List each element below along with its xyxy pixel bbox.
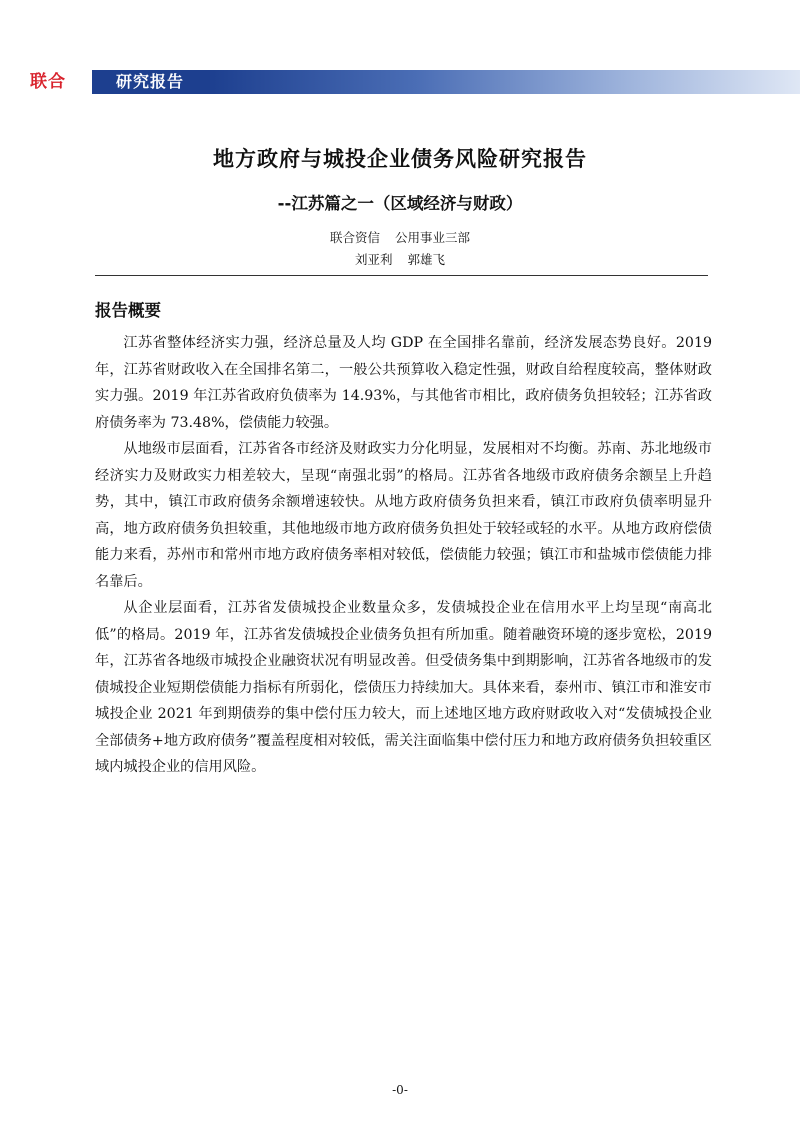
summary-body — [95, 330, 712, 781]
report-header-bar — [30, 70, 800, 94]
brand-label-research-report: 研究报告 — [92, 70, 208, 94]
report-subtitle: --江苏篇之一（区域经济与财政） — [277, 194, 523, 213]
header-gradient-band — [208, 70, 800, 94]
report-organization: 联合资信 公用事业三部 — [329, 230, 471, 245]
summary-heading: 报告概要 — [95, 301, 161, 320]
summary-paragraph: 江苏省整体经济实力强，经济总量及人均 GDP 在全国排名靠前，经济发展态势良好。2019 年，江苏省财政收入在全国排名第二，一般公共预算收入稳定性强，财政自给程度较高，整体财政实力强。2019 年江苏省政府负债率为 14.93%，与其他省市相比，政府债务负担较轻；江苏省政府债务率为 73.48%，偿债能力较强。 — [95, 335, 712, 431]
report-authors: 刘亚利 郭雄飞 — [354, 252, 446, 267]
page-number: -0- — [392, 1083, 408, 1097]
brand-name-red: 联合 — [30, 72, 66, 92]
title-divider — [95, 275, 708, 276]
summary-paragraph: 从地级市层面看，江苏省各市经济及财政实力分化明显，发展相对不均衡。苏南、苏北地级市经济实力及财政实力相差较大，呈现“南强北弱”的格局。江苏省各地级市政府债务余额呈上升趋势，其中，镇江市政府债务余额增速较快。从地方政府债务负担来看，镇江市政府负债率明显升高，地方政府债务负担较重，其他地级市地方政府债务负担处于较轻或轻的水平。从地方政府偿债能力来看，苏州市和常州市地方政府债务率相对较低，偿债能力较强；镇江市和盐城市偿债能力排名靠后。 — [95, 441, 712, 590]
summary-paragraph: 从企业层面看，江苏省发债城投企业数量众多，发债城投企业在信用水平上均呈现“南高北低”的格局。2019 年，江苏省发债城投企业债务负担有所加重。随着融资环境的逐步宽松，2019 年，江苏省各地级市城投企业融资状况有明显改善。但受债务集中到期影响，江苏省各地级市的发债城投企业短期偿债能力指标有所弱化，偿债压力持续加大。具体来看，泰州市、镇江市和淮安市城投企业 2021 年到期债券的集中偿付压力较大，而上述地区地方政府财政收入对“发债城投企业全部债务+地方政府债务”覆盖程度相对较低，需关注面临集中偿付压力和地方政府债务负担较重区域内城投企业的信用风险。 — [95, 600, 712, 775]
report-title: 地方政府与城投企业债务风险研究报告 — [213, 147, 587, 171]
